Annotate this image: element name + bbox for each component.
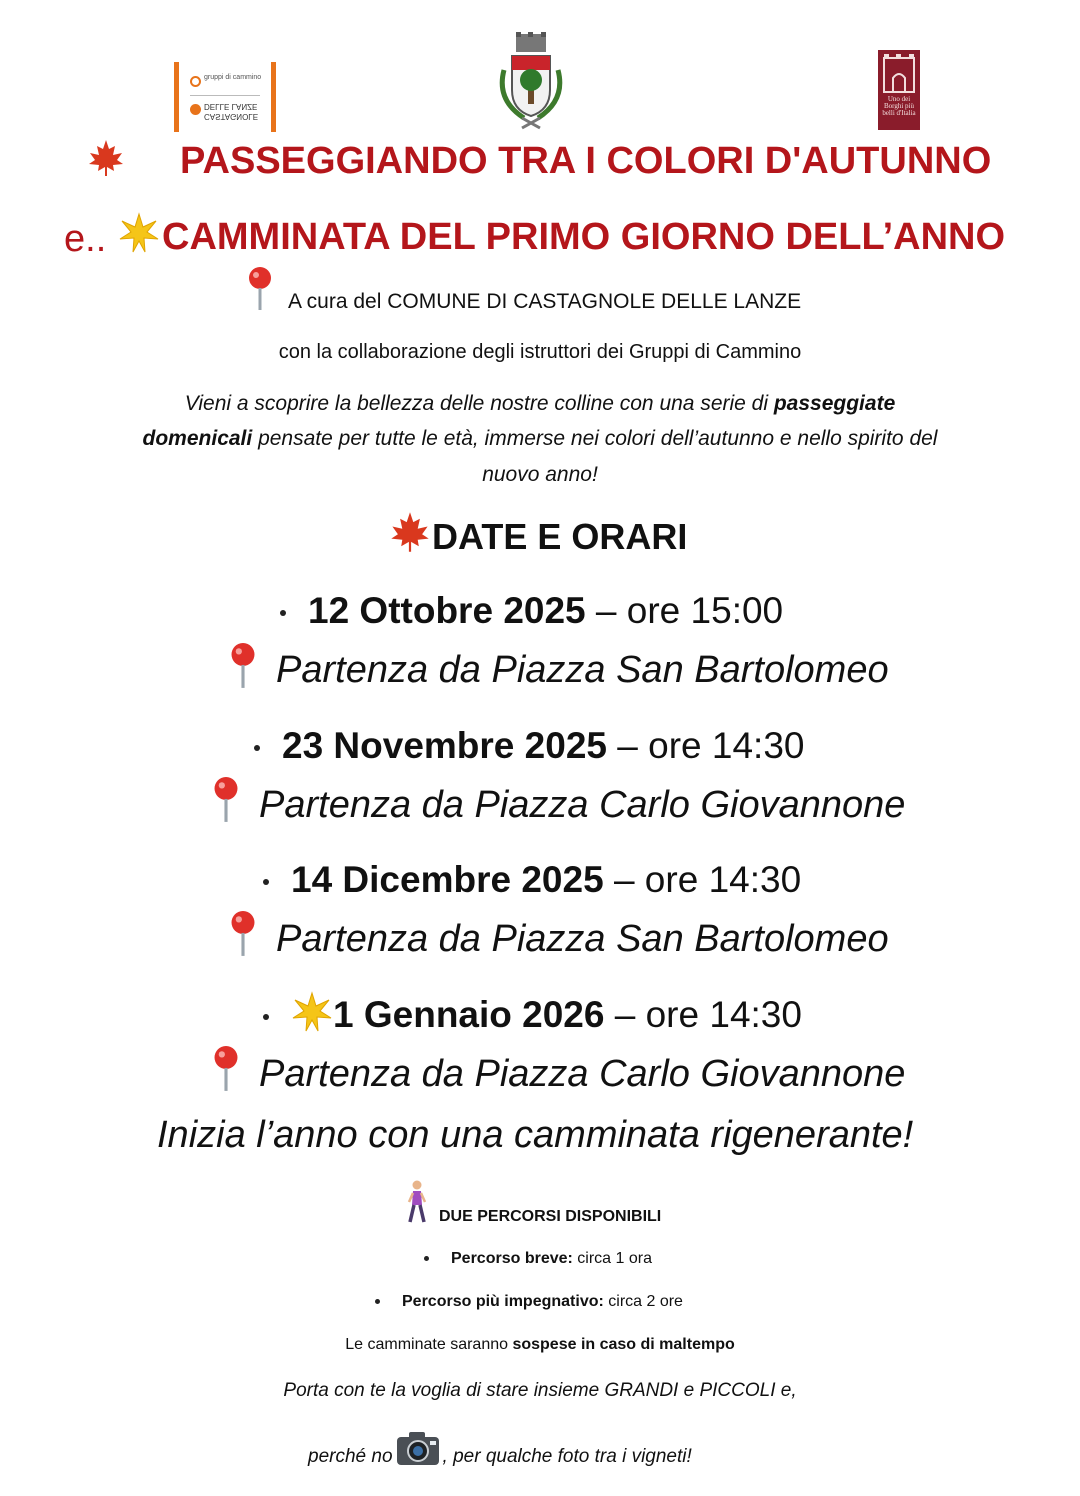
new-year-line: Inizia l’anno con una camminata rigenerante! xyxy=(157,1114,914,1156)
organizer-text: A cura del COMUNE DI CASTAGNOLE DELLE LANZE xyxy=(288,290,802,313)
weather-note xyxy=(0,1336,1080,1354)
intro-bold: passeggiate xyxy=(773,392,896,415)
event-time: – ore 14:30 xyxy=(603,859,802,900)
logo-text-3: DELLE LANZE xyxy=(204,102,258,111)
event-date-4 xyxy=(263,994,802,1036)
bullet xyxy=(263,1014,269,1020)
weather-text: Le camminate saranno xyxy=(345,1336,513,1353)
gruppi-cammino-logo xyxy=(174,62,276,132)
event-date: 12 Ottobre 2025 xyxy=(308,590,586,631)
camera-icon xyxy=(395,1429,441,1467)
map-pin-icon xyxy=(228,910,258,958)
weather-bold: sospese in caso di maltempo xyxy=(512,1336,735,1353)
bullet xyxy=(254,745,260,751)
map-pin-icon xyxy=(228,642,258,690)
intro-line-3: nuovo anno! xyxy=(482,463,598,486)
closing-line-1: Porta con te la voglia di stare insieme GRANDI e PICCOLI e, xyxy=(283,1380,797,1401)
routes-heading: DUE PERCORSI DISPONIBILI xyxy=(439,1208,662,1225)
route-value: circa 2 ore xyxy=(603,1293,683,1310)
walking-person-icon xyxy=(404,1180,430,1224)
logo-text-1: gruppi di cammino xyxy=(204,74,262,81)
map-pin-icon xyxy=(246,266,274,312)
closing-line-2 xyxy=(308,1446,692,1468)
event-date: 1 Gennaio 2026 xyxy=(333,994,605,1035)
event-time: – ore 14:30 xyxy=(604,994,802,1035)
closing-text: , per qualche foto tra i vigneti! xyxy=(442,1446,692,1467)
map-pin-icon xyxy=(211,776,241,824)
sparkle-star-icon xyxy=(118,212,160,254)
route-label: Percorso più impegnativo: xyxy=(402,1293,604,1310)
event-date: 23 Novembre 2025 xyxy=(282,725,607,766)
intro-line-2 xyxy=(0,427,1080,451)
event-place-2: Partenza da Piazza Carlo Giovannone xyxy=(259,784,906,826)
route-label: Percorso breve: xyxy=(451,1250,573,1267)
collaboration-text: con la collaborazione degli istruttori dei Gruppi di Cammino xyxy=(278,341,802,363)
dates-heading: DATE E ORARI xyxy=(432,516,688,557)
route-item-1 xyxy=(424,1250,652,1268)
event-date-2 xyxy=(254,725,804,767)
map-pin-icon xyxy=(211,1045,241,1093)
event-date: 14 Dicembre 2025 xyxy=(291,859,604,900)
intro-line-1 xyxy=(0,392,1080,416)
event-date-3 xyxy=(263,859,801,901)
event-time: – ore 15:00 xyxy=(585,590,784,631)
municipal-coat-of-arms xyxy=(494,30,568,132)
route-item-2 xyxy=(375,1293,683,1311)
main-title: PASSEGGIANDO TRA I COLORI D'AUTUNNO xyxy=(180,140,992,182)
logo-text-2: CASTAGNOLE xyxy=(204,112,259,121)
closing-text: perché no xyxy=(308,1446,393,1467)
borghi-belli-logo xyxy=(878,50,920,130)
event-time: – ore 14:30 xyxy=(606,725,805,766)
second-title: CAMMINATA DEL PRIMO GIORNO DELL’ANNO xyxy=(162,216,1006,258)
event-place-4: Partenza da Piazza Carlo Giovannone xyxy=(259,1053,906,1095)
borghi-logo-text: Uno dei Borghi più belli d'Italia xyxy=(882,95,916,117)
maple-leaf-icon xyxy=(388,510,432,554)
intro-text: Vieni a scoprire la bellezza delle nostre colline con una serie di xyxy=(184,392,774,415)
maple-leaf-icon xyxy=(86,138,126,178)
event-place-1: Partenza da Piazza San Bartolomeo xyxy=(276,649,889,691)
intro-bold: domenicali xyxy=(142,427,253,450)
title-prefix: e.. xyxy=(64,218,107,260)
event-place-3: Partenza da Piazza San Bartolomeo xyxy=(276,918,889,960)
bullet xyxy=(375,1299,380,1304)
intro-text: pensate per tutte le età, immerse nei colori dell’autunno e nello spirito del xyxy=(252,427,938,450)
bullet xyxy=(263,879,269,885)
sparkle-star-icon xyxy=(291,991,333,1033)
route-value: circa 1 ora xyxy=(572,1250,652,1267)
bullet xyxy=(280,610,286,616)
event-date-1 xyxy=(280,590,783,632)
bullet xyxy=(424,1256,429,1261)
